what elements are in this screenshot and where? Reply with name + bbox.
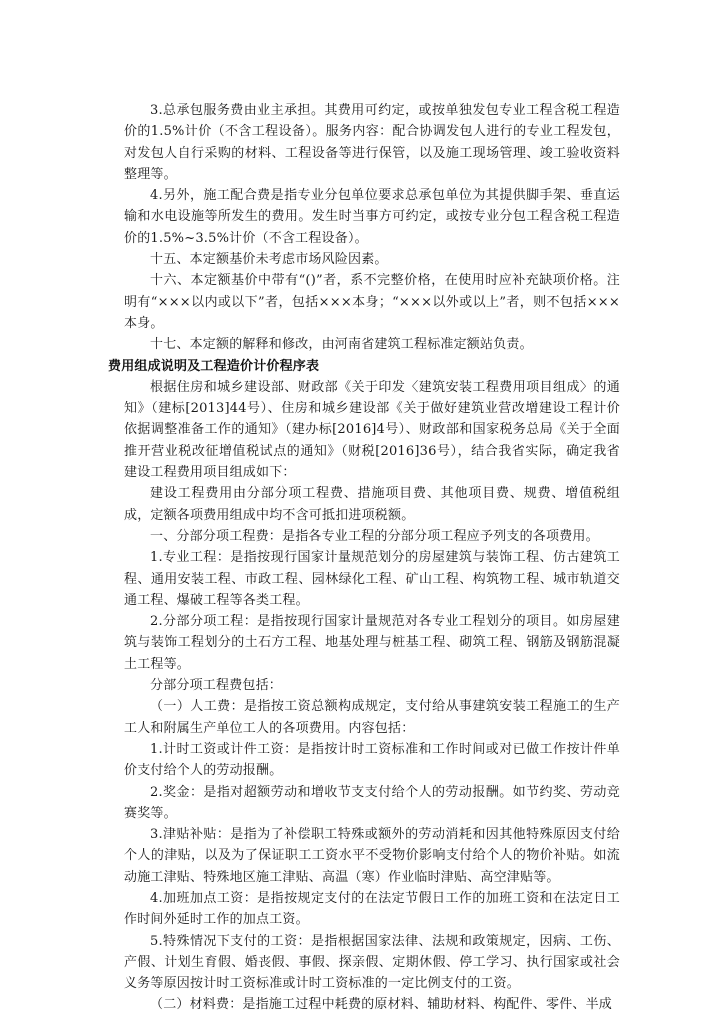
paragraph-special-wage: 5.特殊情况下支付的工资：是指根据国家法律、法规和政策规定，因病、工伤、产假、计划生育假、婚丧假、事假、探亲假、定期休假、停工学习、执行国家或社会义务等原因按计时工资标准或计时工资标准的一定比例支付的工资。 xyxy=(124,933,620,992)
paragraph-labor-cost: （一）人工费：是指按工资总额构成规定，支付给从事建筑安装工程施工的生产工人和附属生产单位工人的各项费用。内容包括： xyxy=(124,699,620,736)
paragraph-time-wage: 1.计时工资或计件工资：是指按计时工资标准和工作时间或对已做工作按计件单价支付给个人的劳动报酬。 xyxy=(124,741,620,779)
paragraph-material-cost: （二）材料费：是指施工过程中耗费的原材料、辅助材料、构配件、零件、半成 xyxy=(150,997,613,1013)
paragraph-overtime-wage: 4.加班加点工资：是指按规定支付的在法定节假日工作的加班工资和在法定日工作时间外延时工作的加点工资。 xyxy=(124,890,620,928)
paragraph-general-contract-fee: 3.总承包服务费由业主承担。其费用可约定，或按单独发包专业工程含税工程造价的1.5%计价（不含工程设备）。服务内容：配合协调发包人进行的专业工程发包，对发包人自行采购的材料、工程设备等进行保管，以及施工现场管理、竣工验收资料整理等。 xyxy=(124,103,620,182)
paragraph-construction-coordination-fee: 4.另外，施工配合费是指专业分包单位要求总承包单位为其提供脚手架、垂直运输和水电设施等所发生的费用。发生时当事方可约定，或按专业分包工程含税工程造价的1.5%~3.5%计价（不含工程设备）。 xyxy=(124,188,620,246)
paragraph-section-1: 一、分部分项工程费：是指各专业工程的分部分项工程应予列支的各项费用。 xyxy=(150,528,599,544)
paragraph-professional-engineering: 1.专业工程：是指按现行国家计量规范划分的房屋建筑与装饰工程、仿古建筑工程、通用安装工程、市政工程、园林绿化工程、矿山工程、构筑物工程、城市轨道交通工程、爆破工程等各类工程。 xyxy=(124,550,620,608)
paragraph-clause-16: 十六、本定额基价中带有“()”者，系不完整价格，在使用时应补充缺项价格。注明有“×××以内或以下”者，包括×××本身；“×××以外或以上”者，则不包括×××本身。 xyxy=(124,273,620,331)
paragraph-basis: 根据住房和城乡建设部、财政部《关于印发〈建筑安装工程费用项目组成〉的通知》（建标[2013]44号）、住房和城乡建设部《关于做好建筑业营改增建设工程计价依据调整准备工作的通知》（建办标[2016]4号）、财政部和国家税务总局《关于全面推开营业税改征增值税试点的通知》（财税[2016]36号），结合我省实际，确定我省建设工程费用项目组成如下： xyxy=(124,379,620,481)
section-heading: 费用组成说明及工程造价计价程序表 xyxy=(108,358,320,374)
page-content xyxy=(108,100,620,1016)
paragraph-subdivision-engineering: 2.分部分项工程：是指按现行国家计量规范对各专业工程划分的项目。如房屋建筑与装饰工程划分的土石方工程、地基处理与桩基工程、砌筑工程、钢筋及钢筋混凝土工程等。 xyxy=(124,614,620,672)
paragraph-clause-15: 十五、本定额基价未考虑市场风险因素。 xyxy=(150,252,388,268)
paragraph-fee-composition: 建设工程费用由分部分项工程费、措施项目费、其他项目费、规费、增值税组成，定额各项费用组成中均不含可抵扣进项税额。 xyxy=(124,486,620,523)
paragraph-clause-17: 十七、本定额的解释和修改，由河南省建筑工程标准定额站负责。 xyxy=(150,337,533,353)
paragraph-fee-includes: 分部分项工程费包括： xyxy=(150,678,283,694)
paragraph-bonus: 2.奖金：是指对超额劳动和增收节支支付给个人的劳动报酬。如节约奖、劳动竞赛奖等。 xyxy=(124,784,620,821)
paragraph-allowance: 3.津贴补贴：是指为了补偿职工特殊或额外的劳动消耗和因其他特殊原因支付给个人的津贴，以及为了保证职工工资水平不受物价影响支付给个人的物价补贴。如流动施工津贴、特殊地区施工津贴、高温（寒）作业临时津贴、高空津贴等。 xyxy=(124,827,620,885)
